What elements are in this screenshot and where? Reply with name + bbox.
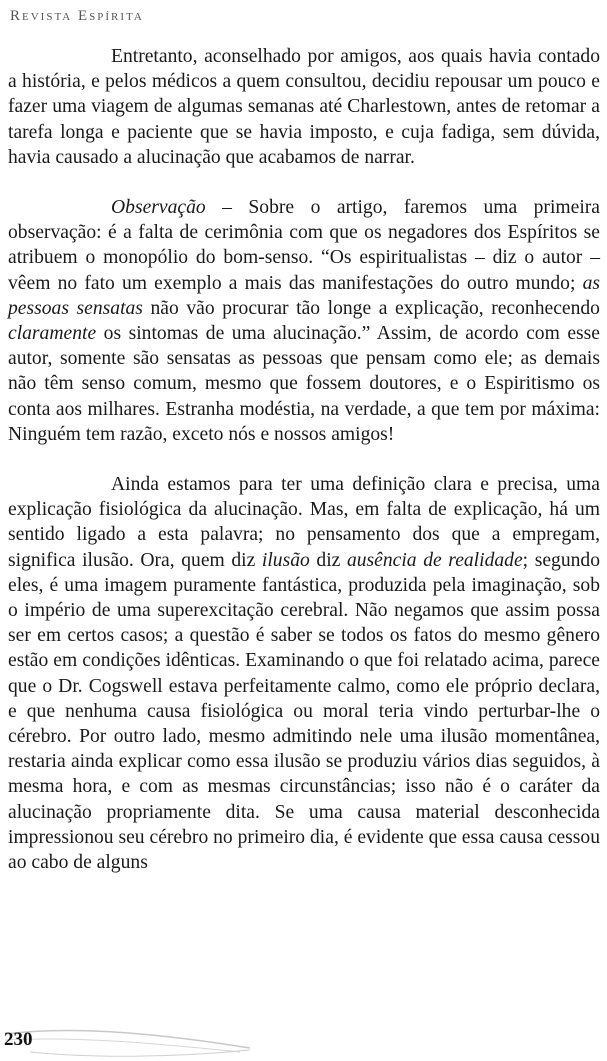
observation-label: Observação	[111, 197, 206, 219]
paragraph-3	[8, 472, 600, 875]
paragraph-3-text-a: Ainda estamos para ter uma definição clara e precisa, uma explicação fisiológica da alucinação. Mas, em falta de explicação, há um sentido ligado a esta palavra; no pensamento dos que a empregam, significa ilusão. Ora, quem diz	[8, 474, 600, 571]
paragraph-3-text-b: diz	[309, 549, 347, 571]
emphasis-claramente: claramente	[8, 323, 97, 345]
emphasis-ilusao: ilusão	[261, 549, 310, 571]
page-body	[8, 44, 600, 900]
paragraph-2-text-c: os sintomas de uma alucinação.” Assim, de acordo com esse autor, somente são sensatas as pessoas que pensam como ele; as demais não têm senso comum, mesmo que fossem doutores, e o Espiritismo os conta aos milhares. Estranha modéstia, na verdade, a que tem por máxima: Ninguém tem razão, exceto nós e nossos amigos!	[8, 323, 600, 445]
page-number: 230	[4, 1029, 33, 1050]
decorative-swoosh-icon	[0, 1022, 260, 1061]
emphasis-sensatas: as pessoas sensatas	[8, 272, 600, 319]
running-header: Revista Espírita	[10, 8, 144, 24]
paragraph-2-text-a: – Sobre o artigo, faremos uma primeira observação: é a falta de cerimônia com que os negadores dos Espíritos se atribuem o monopólio do bom-senso. “Os espiritualistas – diz o autor – vêem no fato um exemplo a mais das manifestações do outro mundo;	[8, 197, 600, 294]
paragraph-1: Entretanto, aconselhado por amigos, aos quais havia contado a história, e pelos médicos a quem consultou, decidiu repousar um pouco e fazer uma viagem de algumas semanas até Charlestown, antes de retomar a tarefa longa e paciente que se havia imposto, e cuja fadiga, sem dúvida, havia causado a alucinação que acabamos de narrar.	[8, 46, 600, 168]
emphasis-ausencia: ausência de realidade	[346, 549, 523, 571]
paragraph-2	[8, 195, 600, 447]
paragraph-3-text-c: ; segundo eles, é uma imagem puramente fantástica, produzida pela imaginação, sob o império de uma superexcitação cerebral. Não negamos que assim possa ser em certos casos; a questão é saber se todos os fatos do mesmo gênero estão em condições idênticas. Examinando o que foi relatado acima, parece que o Dr. Cogswell estava perfeitamente calmo, como ele próprio declara, e que nenhuma causa fisiológica ou moral teria vindo perturbar-lhe o cérebro. Por outro lado, mesmo admitindo nele uma ilusão momentânea, restaria ainda explicar como essa ilusão se produziu vários dias seguidos, à mesma hora, e com as mesmas circunstâncias; isso não é o caráter da alucinação propriamente dita. Se uma causa material desconhecida impressionou seu cérebro no primeiro dia, é evidente que essa causa cessou ao cabo de alguns	[8, 549, 601, 874]
page-footer	[0, 1022, 607, 1061]
paragraph-2-text-b: não vão procurar tão longe a explicação, reconhecendo	[142, 297, 600, 319]
